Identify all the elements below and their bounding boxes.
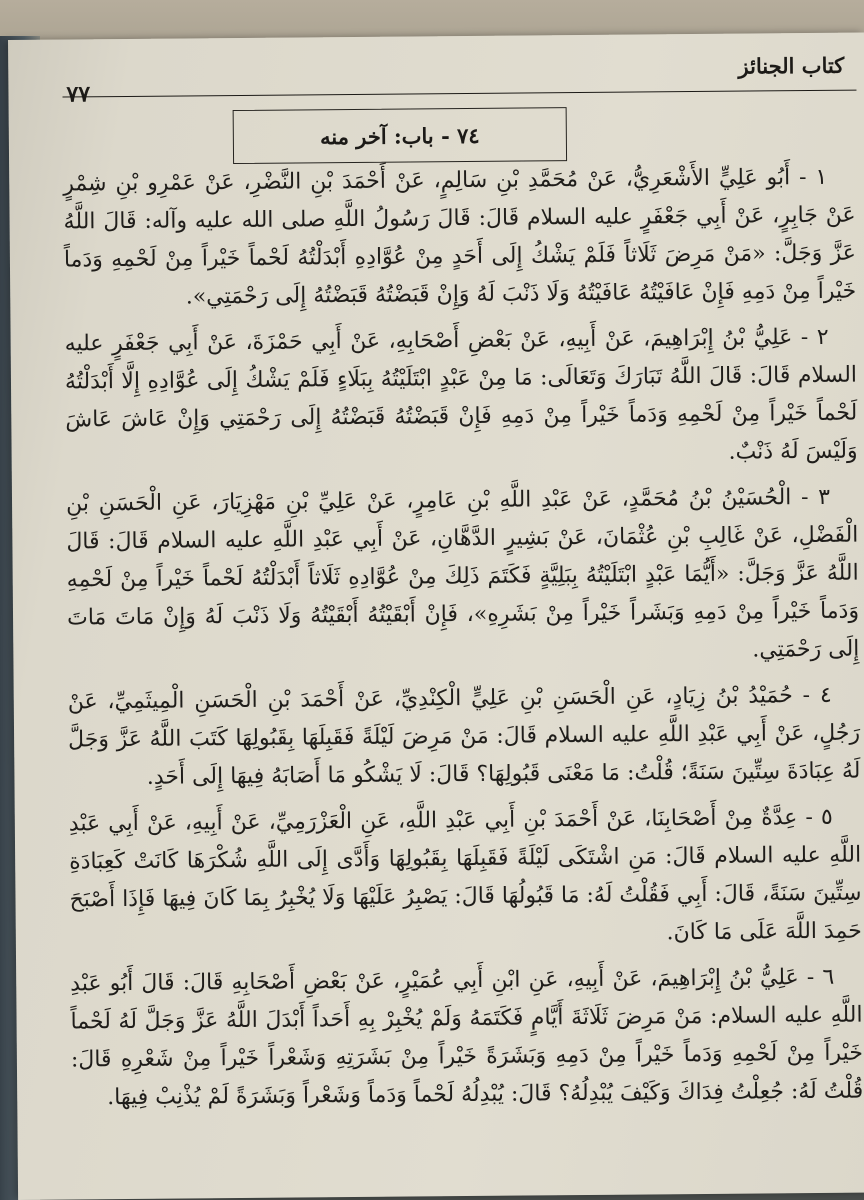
page-number: ٧٧ [66, 81, 91, 108]
hadith-paragraph: ٢ - عَلِيُّ بْنُ إِبْرَاهِيمَ، عَنْ أَبِيهِ، عَنْ بَعْضِ أَصْحَابِهِ، عَنْ أَبِي حَمْزَةَ، عَنْ أَبِي جَعْفَرٍ عليه السلام قَالَ: قَالَ اللَّهُ تَبَارَكَ وَتَعَالَى: مَا مِنْ عَبْدٍ ابْتَلَيْتُهُ بِبَلَاءٍ فَلَمْ يَشْكُ إِلَى عُوَّادِهِ إِلَّا أَبْدَلْتُهُ لَحْماً خَيْراً مِنْ لَحْمِهِ وَدَماً خَيْراً مِنْ دَمِهِ فَإِنْ قَبَضْتُهُ قَبَضْتُهُ إِلَى رَحْمَتِي وَإِنْ عَاشَ عَاشَ وَلَيْسَ لَهُ ذَنْبٌ. [64, 324, 858, 465]
chapter-heading: ٧٤ - باب: آخر منه [319, 122, 480, 149]
header-rule [62, 90, 856, 98]
hadith-paragraph: ١ - أَبُو عَلِيٍّ الأَشْعَرِيُّ، عَنْ مُحَمَّدِ بْنِ سَالِمٍ، عَنْ أَحْمَدَ بْنِ النَّضْرِ، عَنْ عَمْرِو بْنِ شِمْرٍ عَنْ جَابِرٍ، عَنْ أَبِي جَعْفَرٍ عليه السلام قَالَ: قَالَ رَسُولُ اللَّهِ صلى الله عليه وآله: قَالَ اللَّهُ عَزَّ وَجَلَّ: «مَنْ مَرِضَ ثَلَاثاً فَلَمْ يَشْكُ إِلَى أَحَدٍ مِنْ عُوَّادِهِ أَبْدَلْتُهُ لَحْماً خَيْراً مِنْ لَحْمِهِ وَدَماً خَيْراً مِنْ دَمِهِ فَإِنْ عَافَيْتُهُ عَافَيْتُهُ وَلَا ذَنْبَ لَهُ وَإِنْ قَبَضْتُهُ قَبَضْتُهُ إِلَى رَحْمَتِي». [63, 164, 857, 310]
hadith-paragraph: ٥ - عِدَّةٌ مِنْ أَصْحَابِنَا، عَنْ أَحْمَدَ بْنِ أَبِي عَبْدِ اللَّهِ، عَنِ الْعَزْرَمِيِّ، عَنْ أَبِيهِ، عَنْ أَبِي عَبْدِ اللَّهِ عليه السلام قَالَ: مَنِ اشْتَكَى لَيْلَةً فَقَبِلَهَا بِقَبُولِهَا وَأَدَّى إِلَى اللَّهِ شُكْرَهَا كَانَتْ كَعِبَادَةِ سِتِّينَ سَنَةً، قَالَ: أَبِي فَقُلْتُ لَهُ: مَا قَبُولُهَا قَالَ: يَصْبِرُ عَلَيْهَا وَلَا يُخْبِرُ بِمَا كَانَ فِيهَا فَإِذَا أَصْبَحَ حَمِدَ اللَّهَ عَلَى مَا كَانَ. [68, 804, 862, 946]
hadith-paragraph: ٤ - حُمَيْدُ بْنُ زِيَادٍ، عَنِ الْحَسَنِ بْنِ عَلِيٍّ الْكِنْدِيِّ، عَنْ أَحْمَدَ بْنِ الْحَسَنِ الْمِيثَمِيِّ، عَنْ رَجُلٍ، عَنْ أَبِي عَبْدِ اللَّهِ عليه السلام قَالَ: مَنْ مَرِضَ لَيْلَةً فَقَبِلَهَا بِقَبُولِهَا كَتَبَ اللَّهُ عَزَّ وَجَلَّ لَهُ عِبَادَةَ سِتِّينَ سَنَةً؛ قُلْتُ: مَا مَعْنَى قَبُولِهَا؟ قَالَ: لَا يَشْكُو مَا أَصَابَهُ فِيهَا إِلَى أَحَدٍ. [67, 682, 861, 790]
hadith-list [63, 159, 863, 1126]
book-page [8, 33, 864, 1200]
hadith-paragraph: ٦ - عَلِيُّ بْنُ إِبْرَاهِيمَ، عَنْ أَبِيهِ، عَنِ ابْنِ أَبِي عُمَيْرٍ، عَنْ بَعْضِ أَصْحَابِهِ قَالَ: قَالَ أَبُو عَبْدِ اللَّهِ عليه السلام: مَنْ مَرِضَ ثَلَاثَةَ أَيَّامٍ فَكَتَمَهُ وَلَمْ يُخْبِرْ بِهِ أَحَداً أَبْدَلَ اللَّهُ عَزَّ وَجَلَّ لَهُ لَحْماً خَيْراً مِنْ لَحْمِهِ وَدَماً خَيْراً مِنْ دَمِهِ وَبَشَرَةً خَيْراً مِنْ بَشَرَتِهِ وَشَعْراً خَيْراً مِنْ شَعْرِهِ قَالَ: قُلْتُ لَهُ: جُعِلْتُ فِدَاكَ وَكَيْفَ يُبْدِلُهُ؟ قَالَ: يُبْدِلُهُ لَحْماً وَدَماً وَشَعْراً وَبَشَرَةً لَمْ يُذْنِبْ فِيهَا. [70, 964, 864, 1111]
hadith-paragraph: ٣ - الْحُسَيْنُ بْنُ مُحَمَّدٍ، عَنْ عَبْدِ اللَّهِ بْنِ عَامِرٍ، عَنْ عَلِيِّ بْنِ مَهْزِيَارَ، عَنِ الْحَسَنِ بْنِ الْفَضْلِ، عَنْ غَالِبِ بْنِ عُثْمَانَ، عَنْ بَشِيرٍ الدَّهَّانِ، عَنْ أَبِي عَبْدِ اللَّهِ عليه السلام قَالَ: قَالَ اللَّهُ عَزَّ وَجَلَّ: «أَيُّمَا عَبْدٍ ابْتَلَيْتُهُ بِبَلِيَّةٍ فَكَتَمَ ذَلِكَ مِنْ عُوَّادِهِ ثَلَاثاً أَبْدَلْتُهُ لَحْماً خَيْراً مِنْ لَحْمِهِ وَدَماً خَيْراً مِنْ دَمِهِ وَبَشَراً خَيْراً مِنْ بَشَرِهِ»، فَإِنْ أَبْقَيْتُهُ أَبْقَيْتُهُ وَلَا ذَنْبَ لَهُ وَإِنْ مَاتَ مَاتَ إِلَى رَحْمَتِي. [65, 484, 860, 663]
running-head: كتاب الجنائز [738, 52, 845, 79]
chapter-heading-box [233, 107, 567, 164]
